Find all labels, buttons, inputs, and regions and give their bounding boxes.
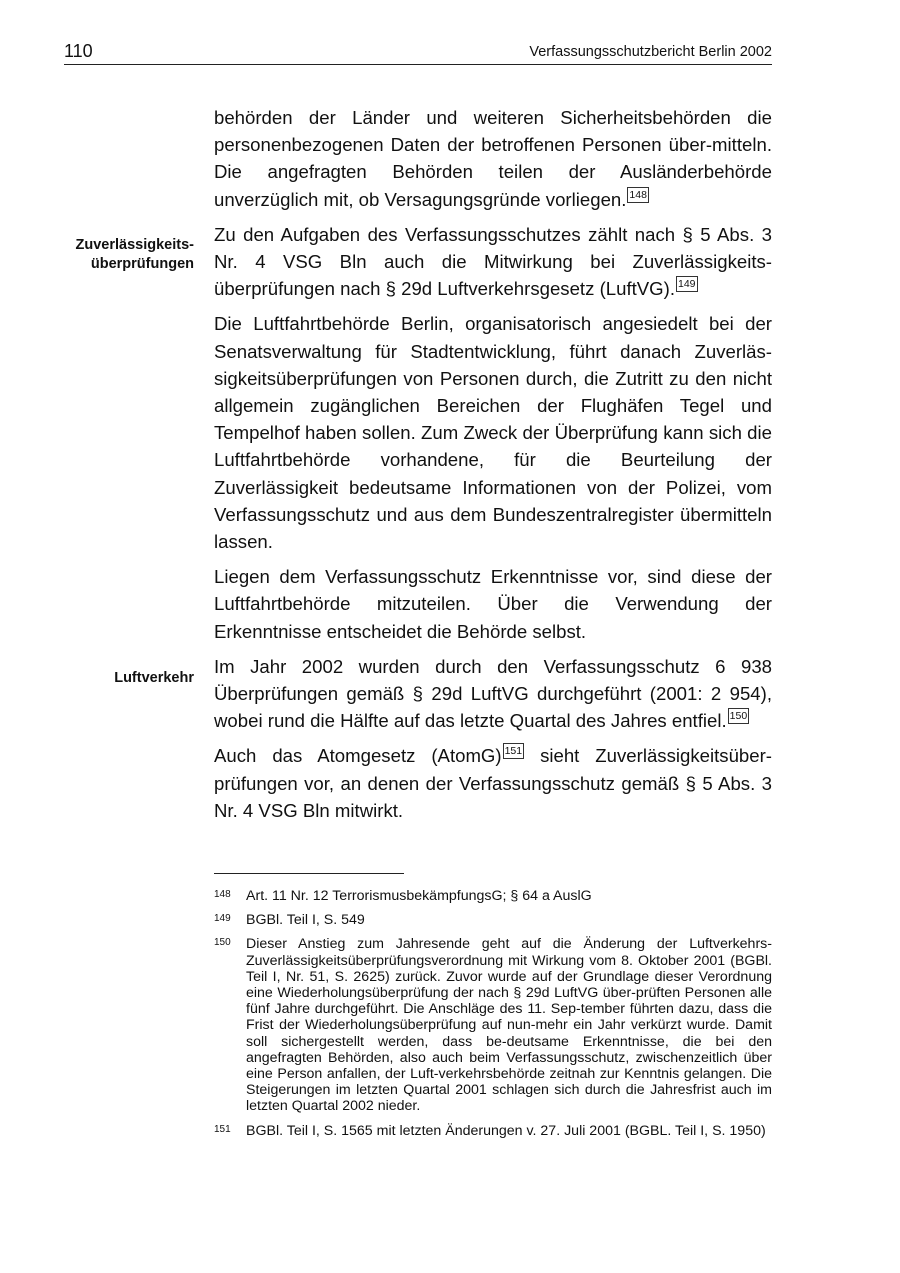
footnote-number: 150 [214, 937, 231, 949]
paragraph-5 [214, 653, 772, 735]
footnote-149 [214, 912, 772, 928]
paragraph-2 [214, 221, 772, 303]
footnote-number: 149 [214, 913, 231, 925]
paragraph-3 [214, 310, 772, 555]
page-number: 110 [64, 41, 93, 61]
paragraph-1-text: behörden der Länder und weiteren Sicherheitsbehörden die personenbezogenen Daten der betroffenen Personen über-mitteln. Die angefragten Behörden teilen der Ausländerbehörde unverzüglich mit, ob Versagungsgründe vorliegen. [214, 107, 772, 210]
paragraph-6-text-after: sieht Zuverlässigkeitsüber-prüfungen vor, an denen der Verfassungsschutz gemäß § 5 Abs. 3 Nr. 4 VSG Bln mitwirkt. [214, 745, 772, 821]
side-label-luftverkehr: Luftverkehr [114, 670, 194, 686]
footnote-ref-151[interactable]: 151 [504, 745, 523, 758]
footnote-separator [214, 873, 404, 874]
footnote-text: BGBl. Teil I, S. 1565 mit letzten Änderungen v. 27. Juli 2001 (BGBL. Teil I, S. 1950) [246, 1122, 766, 1139]
footnote-text: Dieser Anstieg zum Jahresende geht auf die Änderung der Luftverkehrs-Zuverlässigkeitsüberprüfungsverordnung mit Wirkung vom 8. Oktober 2001 (BGBl. Teil I, Nr. 51, S. 2625) zurück. Zuvor wurde auf der Grundlage dieser Verordnung eine Wiederholungsüberprüfung der nach § 29d LuftVG über-prüften Personen alle fünf Jahre durchgeführt. Die Anschläge des 11. Sep-tember führten dazu, dass die Frist der Wiederholungsüberprüfung auf nun-mehr ein Jahr verkürzt wurde. Damit soll sichergestellt werden, dass be-deutsame Erkenntnisse, die bei den angefragten Behörden, also auch beim Verfassungsschutz, zwischenzeitlich über eine Person anfallen, der Luft-verkehrsbehörde zeitnah zur Kenntnis gelangen. Die Steigerungen im letzten Quartal 2001 schlagen sich durch die Jahresfrist auch im letzten Quartal 2002 nieder. [246, 936, 772, 1115]
footnote-151 [214, 1123, 772, 1139]
main-text [214, 104, 772, 832]
paragraph-5-text: Im Jahr 2002 wurden durch den Verfassungsschutz 6 938 Überprüfungen gemäß § 29d LuftVG durchgeführt (2001: 2 954), wobei rund die Hälfte auf das letzte Quartal des Jahres entfiel. [214, 655, 772, 732]
footnote-ref-150[interactable]: 150 [729, 710, 748, 723]
paragraph-4-text: Liegen dem Verfassungsschutz Erkenntnisse vor, sind diese der Luftfahrtbehörde mitzuteilen. Über die Verwendung der Erkenntnisse entscheidet die Behörde selbst. [214, 566, 772, 642]
paragraph-2-text: Zu den Aufgaben des Verfassungsschutzes zählt nach § 5 Abs. 3 Nr. 4 VSG Bln auch die Mitwirkung bei Zuverlässigkeits-überprüfungen nach § 29d Luftverkehrsgesetz (LuftVG). [214, 223, 772, 300]
footnote-148 [214, 888, 772, 904]
paragraph-1 [214, 104, 772, 213]
footnote-number: 151 [214, 1123, 231, 1135]
footnote-150 [214, 936, 772, 1114]
footnotes [214, 888, 772, 1147]
footnote-number: 148 [214, 889, 231, 900]
footnote-ref-149[interactable]: 149 [678, 278, 696, 291]
footnote-text: Art. 11 Nr. 12 TerrorismusbekämpfungsG; § 64 a AuslG [246, 888, 592, 904]
paragraph-6 [214, 742, 772, 824]
running-title: Verfassungsschutzbericht Berlin 2002 [529, 44, 772, 60]
page-header [64, 40, 772, 65]
paragraph-6-text-before: Auch das Atomgesetz (AtomG) [214, 745, 502, 767]
side-label-zuverlaessigkeitsueberpruefungen: Zuverlässigkeits- überprüfungen [75, 237, 194, 272]
footnote-text: BGBl. Teil I, S. 549 [246, 912, 365, 929]
paragraph-4 [214, 563, 772, 645]
footnote-ref-148[interactable]: 148 [629, 188, 647, 201]
paragraph-3-text: Die Luftfahrtbehörde Berlin, organisatorisch angesiedelt bei der Senatsverwaltung für Stadtentwicklung, führt danach Zuverläs-sigkeitsüberprüfungen von Personen durch, die Zutritt zu den nicht allgemein zugänglichen Bereichen der Flughäfen Tegel und Tempelhof haben sollen. Zum Zweck der Überprüfung kann sich die Luftfahrtbehörde vorhandene, für die Beurteilung der Zuverlässigkeit bedeutsame Informationen von der Polizei, vom Verfassungsschutz und aus dem Bundeszentralregister übermitteln lassen. [214, 313, 772, 553]
